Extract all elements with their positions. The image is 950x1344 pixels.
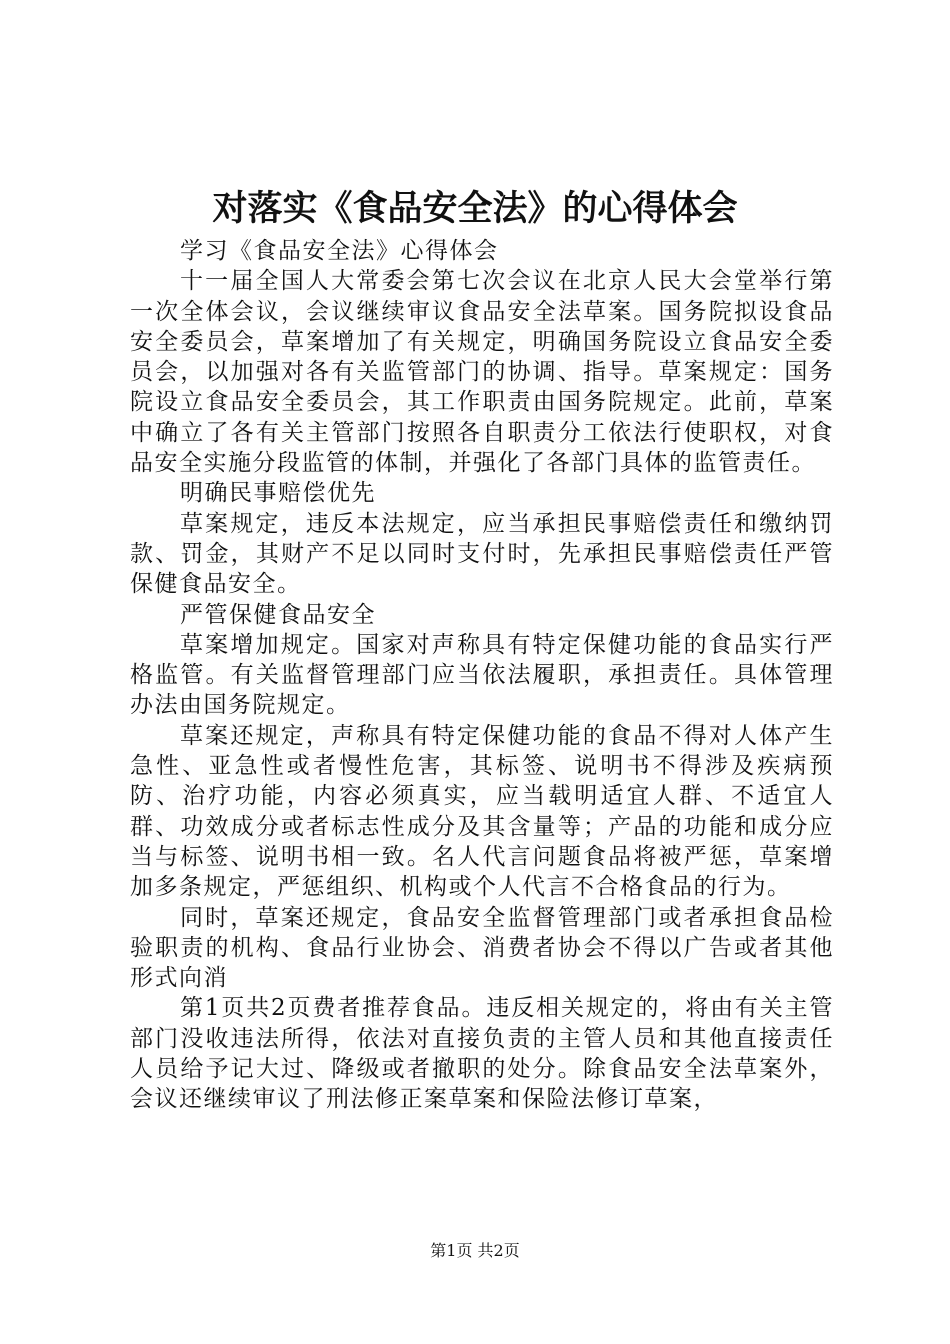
paragraph: 草案规定，违反本法规定，应当承担民事赔偿责任和缴纳罚款、罚金，其财产不足以同时支付时，先承担民事赔偿责任严管保健食品安全。 [130,510,834,598]
paragraph: 同时，草案还规定，食品安全监督管理部门或者承担食品检验职责的机构、食品行业协会、消费者协会不得以广告或者其他形式向消 [130,904,834,992]
paragraph: 十一届全国人大常委会第七次会议在北京人民大会堂举行第一次全体会议，会议继续审议食品安全法草案。国务院拟设食品安全委员会，草案增加了有关规定，明确国务院设立食品安全委员会，以加强对各有关监管部门的协调、指导。草案规定：国务院设立食品安全委员会，其工作职责由国务院规定。此前，草案中确立了各有关主管部门按照各自职责分工依法行使职权，对食品安全实施分段监管的体制，并强化了各部门具体的监管责任。 [130,268,834,477]
paragraph-subtitle: 学习《食品安全法》心得体会 [180,238,499,264]
section-heading: 严管保健食品安全 [180,601,376,628]
page-footer: 第1页 共2页 [430,1241,520,1260]
section-heading: 明确民事赔偿优先 [180,480,376,507]
paragraph: 草案还规定，声称具有特定保健功能的食品不得对人体产生急性、亚急性或者慢性危害，其标签、说明书不得涉及疾病预防、治疗功能，内容必须真实，应当载明适宜人群、不适宜人群、功效成分或者标志性成分及其含量等；产品的功能和成分应当与标签、说明书相一致。名人代言问题食品将被严惩，草案增加多条规定，严惩组织、机构或个人代言不合格食品的行为。 [130,722,834,901]
paragraph: 草案增加规定。国家对声称具有特定保健功能的食品实行严格监管。有关监督管理部门应当依法履职，承担责任。具体管理办法由国务院规定。 [130,631,834,719]
document-title: 对落实《食品安全法》的心得体会 [212,189,738,229]
paragraph: 第1页共2页费者推荐食品。违反相关规定的，将由有关主管部门没收违法所得，依法对直接负责的主管人员和其他直接责任人员给予记大过、降级或者撤职的处分。除食品安全法草案外，会议还继续审议了刑法修正案草案和保险法修订草案， [130,995,834,1113]
document-body [130,236,834,1115]
